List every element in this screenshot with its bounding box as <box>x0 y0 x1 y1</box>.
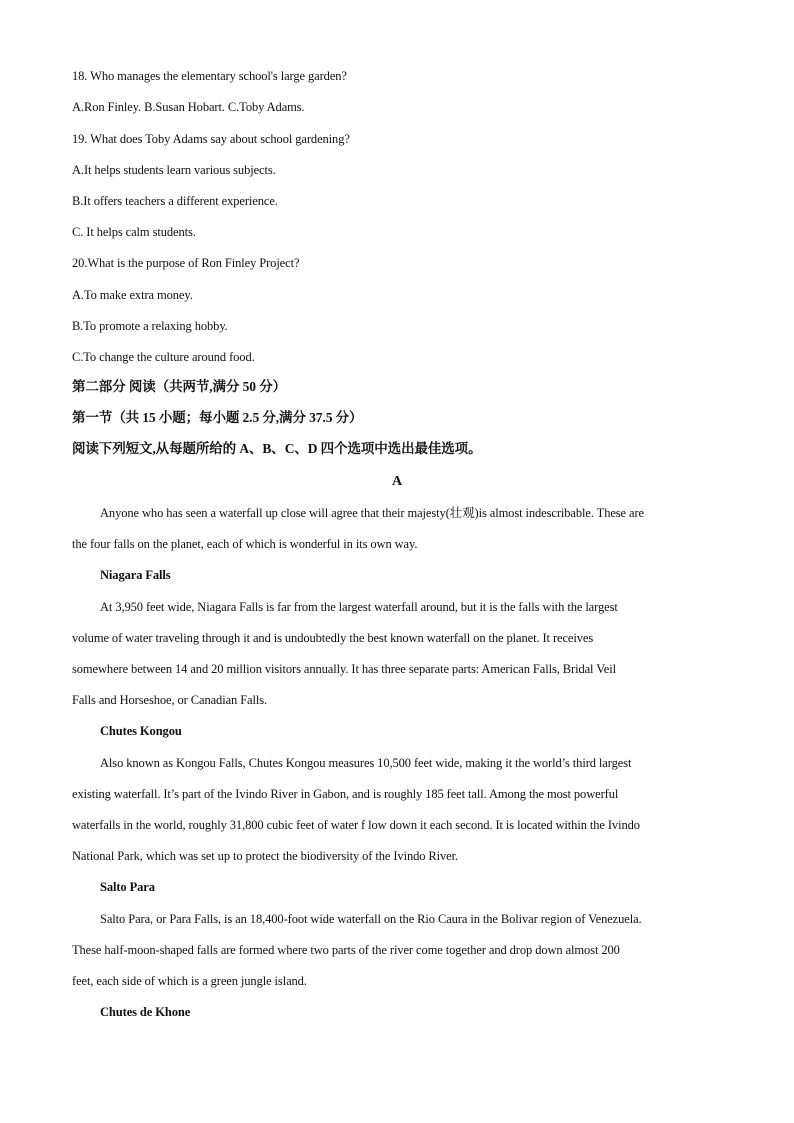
part-title: 第二部分 阅读（共两节,满分 50 分） <box>72 379 286 394</box>
question-18: 18. Who manages the elementary school's large garden? <box>72 69 347 83</box>
kongou-line-3: waterfalls in the world, roughly 31,800 cubic feet of water f low down it each second. It is located within the Ivindo <box>72 818 640 832</box>
niagara-line-2: volume of water traveling through it and is undoubtedly the best known waterfall on the planet. It receives <box>72 631 594 645</box>
question-20-option-a: A.To make extra money. <box>72 288 193 302</box>
heading-chutes-de-khone: Chutes de Khone <box>100 1005 191 1019</box>
heading-chutes-kongou: Chutes Kongou <box>100 724 182 738</box>
question-19-option-c: C. It helps calm students. <box>72 225 196 239</box>
question-20-option-b: B.To promote a relaxing hobby. <box>72 319 228 333</box>
kongou-line-1: Also known as Kongou Falls, Chutes Kongou measures 10,500 feet wide, making it the world’s third largest <box>100 756 632 770</box>
question-18-options: A.Ron Finley. B.Susan Hobart. C.Toby Adams. <box>72 100 305 114</box>
instruction: 阅读下列短文,从每题所给的 A、B、C、D 四个选项中选出最佳选项。 <box>72 441 482 456</box>
intro-line-1: Anyone who has seen a waterfall up close will agree that their majesty(壮观)is almost indescribable. These are <box>100 506 644 520</box>
niagara-line-4: Falls and Horseshoe, or Canadian Falls. <box>72 693 268 707</box>
question-20-option-c: C.To change the culture around food. <box>72 350 255 364</box>
question-19: 19. What does Toby Adams say about school gardening? <box>72 132 350 146</box>
question-19-option-a: A.It helps students learn various subjects. <box>72 163 276 177</box>
passage-label: A <box>391 474 402 489</box>
section-title: 第一节（共 15 小题；每小题 2.5 分,满分 37.5 分） <box>72 410 363 425</box>
salto-para-line-1: Salto Para, or Para Falls, is an 18,400-foot wide waterfall on the Rio Caura in the Bolivar region of Venezuela. <box>100 912 642 926</box>
salto-para-line-3: feet, each side of which is a green jungle island. <box>72 974 307 988</box>
kongou-line-4: National Park, which was set up to protect the biodiversity of the Ivindo River. <box>72 849 459 863</box>
niagara-line-1: At 3,950 feet wide, Niagara Falls is far from the largest waterfall around, but it is the falls with the largest <box>100 600 618 614</box>
intro-line-2: the four falls on the planet, each of which is wonderful in its own way. <box>72 537 418 551</box>
heading-salto-para: Salto Para <box>100 880 155 894</box>
niagara-line-3: somewhere between 14 and 20 million visitors annually. It has three separate parts: American Falls, Bridal Veil <box>72 662 616 676</box>
kongou-line-2: existing waterfall. It’s part of the Ivindo River in Gabon, and is roughly 185 feet tall. Among the most powerful <box>72 787 619 801</box>
heading-niagara-falls: Niagara Falls <box>100 568 171 582</box>
question-19-option-b: B.It offers teachers a different experience. <box>72 194 278 208</box>
question-20: 20.What is the purpose of Ron Finley Project? <box>72 256 300 270</box>
salto-para-line-2: These half-moon-shaped falls are formed where two parts of the river come together and drop down almost 200 <box>72 943 620 957</box>
